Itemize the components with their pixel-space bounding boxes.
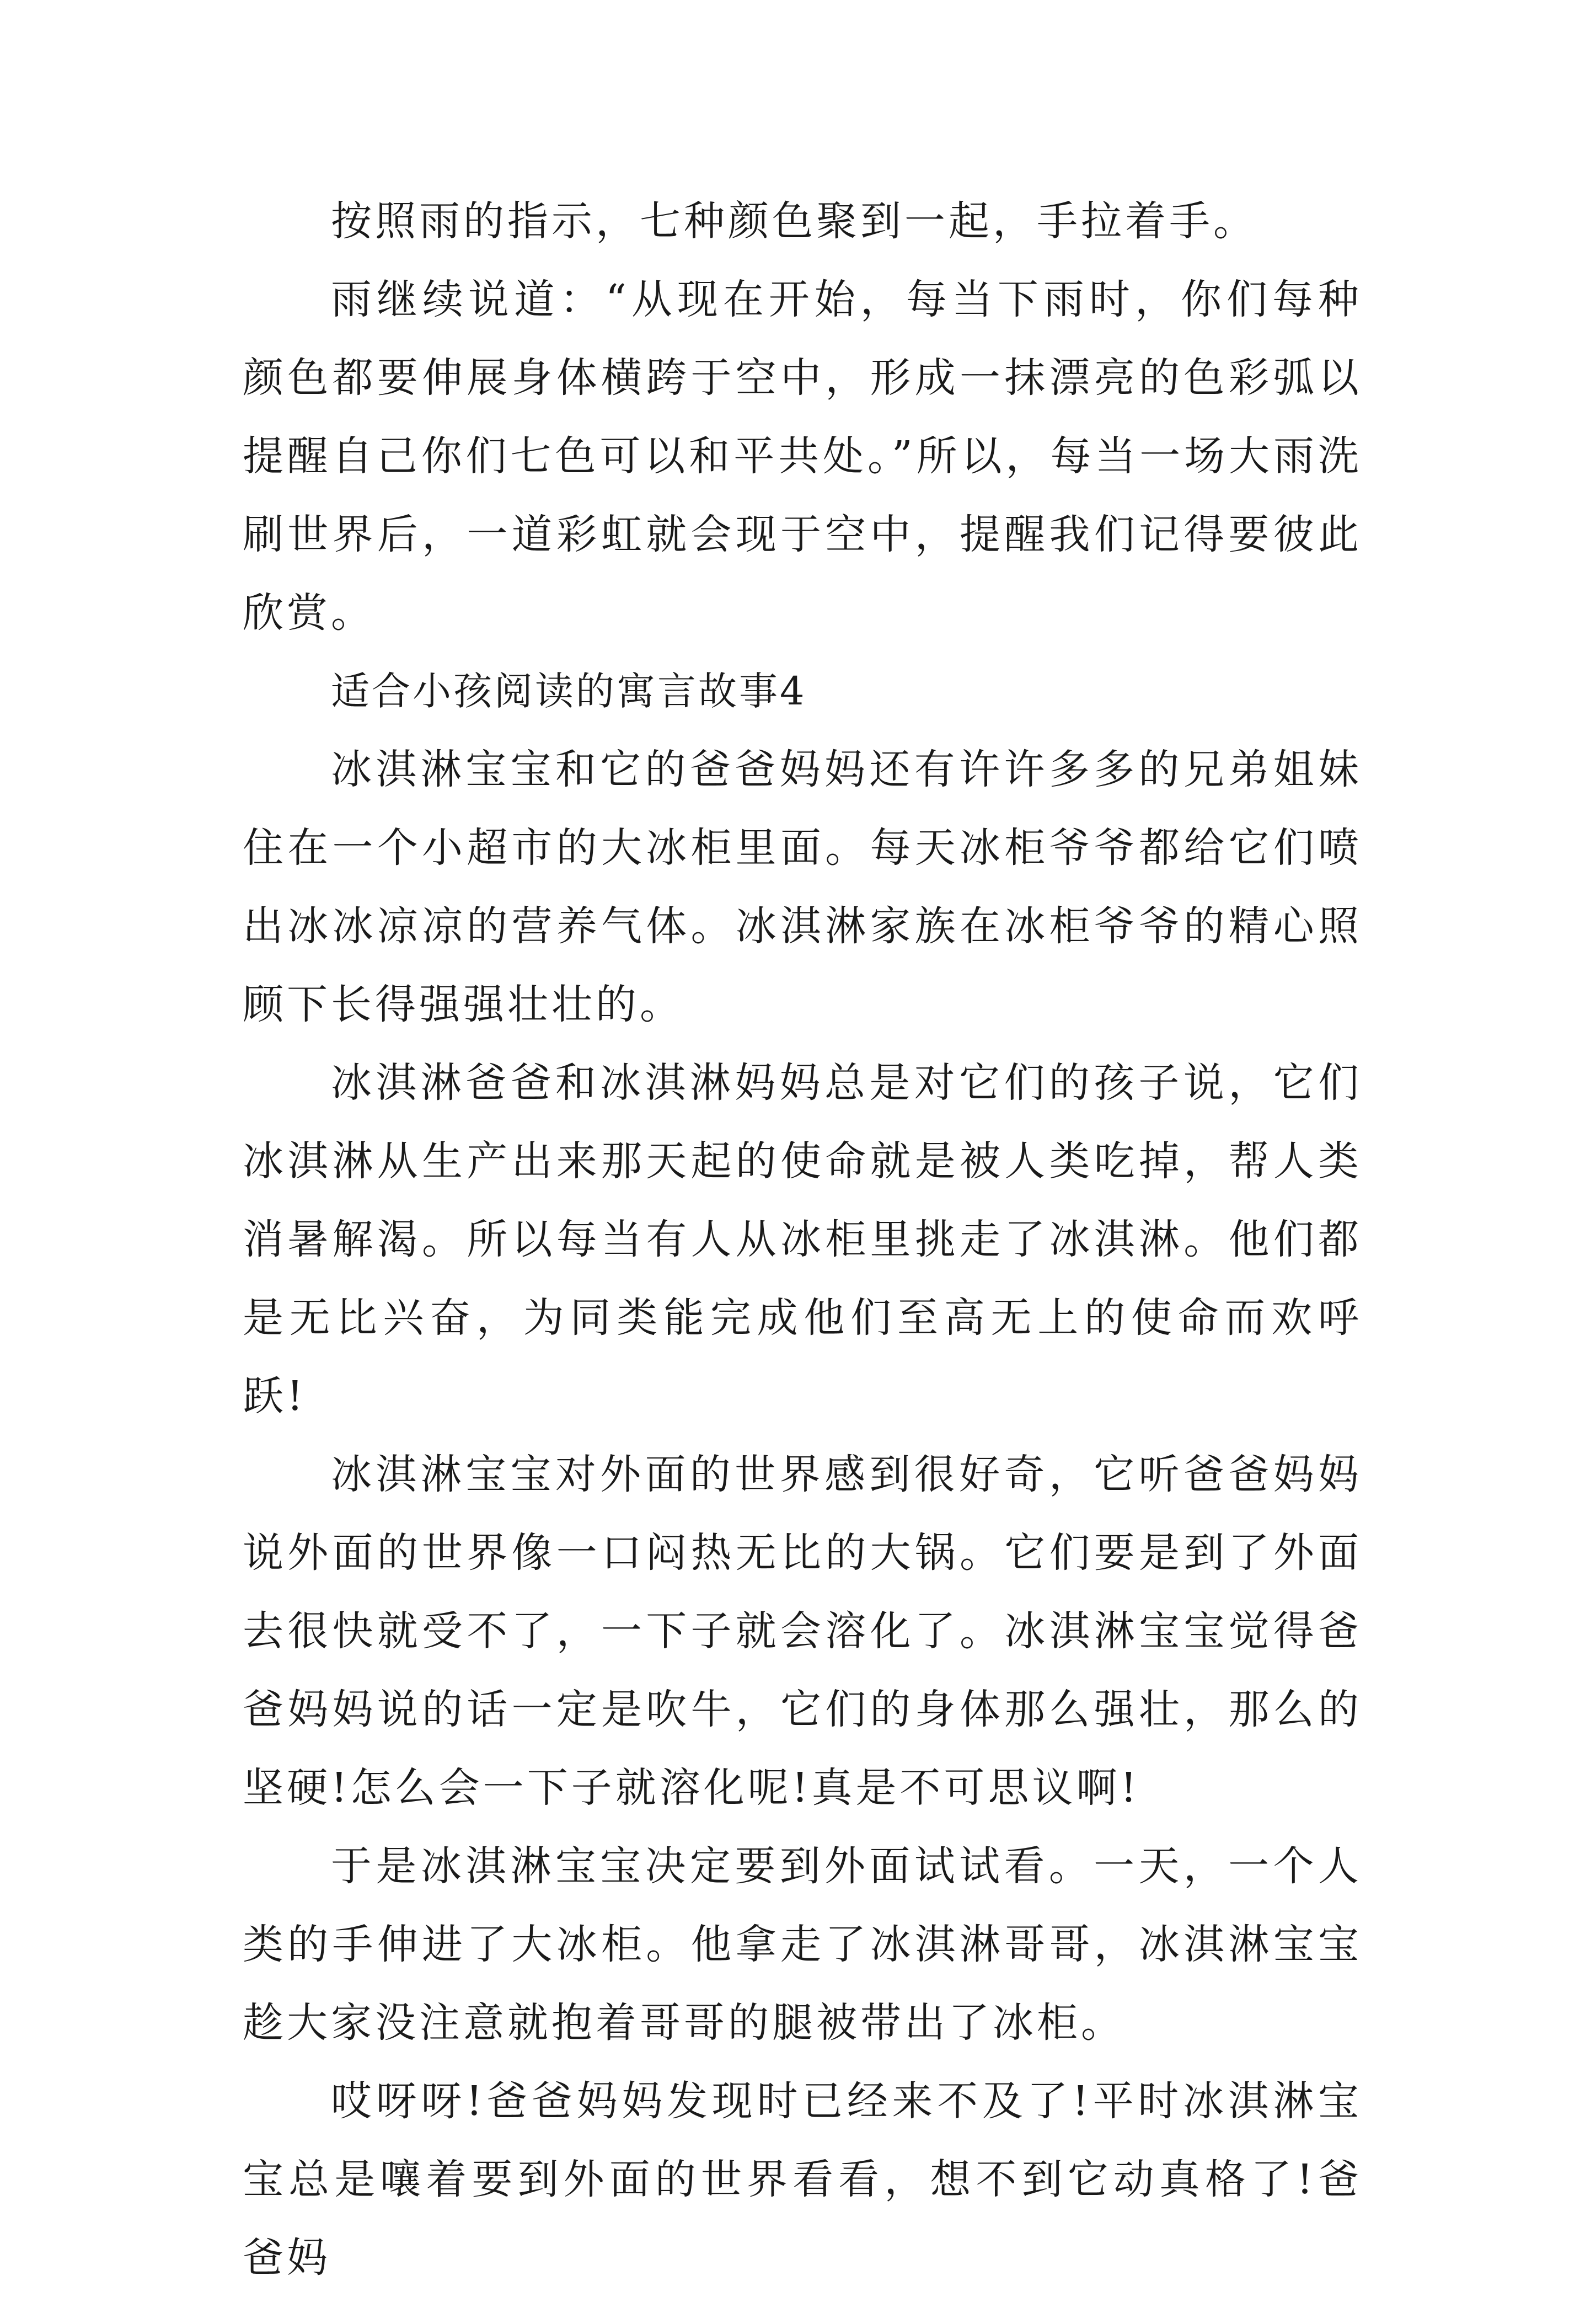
paragraph: 雨继续说道：“从现在开始，每当下雨时，你们每种颜色都要伸展身体横跨于空中，形成一抹漂亮的色彩弧以提醒自己你们七色可以和平共处。”所以，每当一场大雨洗刷世界后，一道彩虹就会现于空中，提醒我们记得要彼此欣赏。 bbox=[243, 276, 1362, 637]
paragraph: 冰淇淋宝宝对外面的世界感到很好奇，它听爸爸妈妈说外面的世界像一口闷热无比的大锅。它们要是到了外面去很快就受不了，一下子就会溶化了。冰淇淋宝宝觉得爸爸妈妈说的话一定是吹牛，它们的身体那么强壮，那么的坚硬!怎么会一下子就溶化呢!真是不可思议啊! bbox=[243, 1451, 1362, 1812]
paragraph: 按照雨的指示，七种颜色聚到一起，手拉着手。 bbox=[331, 197, 1257, 245]
paragraph: 于是冰淇淋宝宝决定要到外面试试看。一天，一个人类的手伸进了大冰柜。他拿走了冰淇淋哥哥，冰淇淋宝宝趁大家没注意就抱着哥哥的腿被带出了冰柜。 bbox=[243, 1842, 1362, 2047]
paragraph: 哎呀呀!爸爸妈妈发现时已经来不及了!平时冰淇淋宝宝总是嚷着要到外面的世界看看，想不到它动真格了!爸爸妈 bbox=[243, 2077, 1362, 2282]
section-heading: 适合小孩阅读的寓言故事4 bbox=[331, 669, 807, 714]
document-body bbox=[243, 182, 1362, 2297]
paragraph: 冰淇淋爸爸和冰淇淋妈妈总是对它们的孩子说，它们冰淇淋从生产出来那天起的使命就是被人类吃掉，帮人类消暑解渴。所以每当有人从冰柜里挑走了冰淇淋。他们都是无比兴奋，为同类能完成他们至高无上的使命而欢呼跃! bbox=[243, 1059, 1362, 1420]
paragraph: 冰淇淋宝宝和它的爸爸妈妈还有许许多多的兄弟姐妹住在一个小超市的大冰柜里面。每天冰柜爷爷都给它们喷出冰冰凉凉的营养气体。冰淇淋家族在冰柜爷爷的精心照顾下长得强强壮壮的。 bbox=[243, 746, 1362, 1028]
